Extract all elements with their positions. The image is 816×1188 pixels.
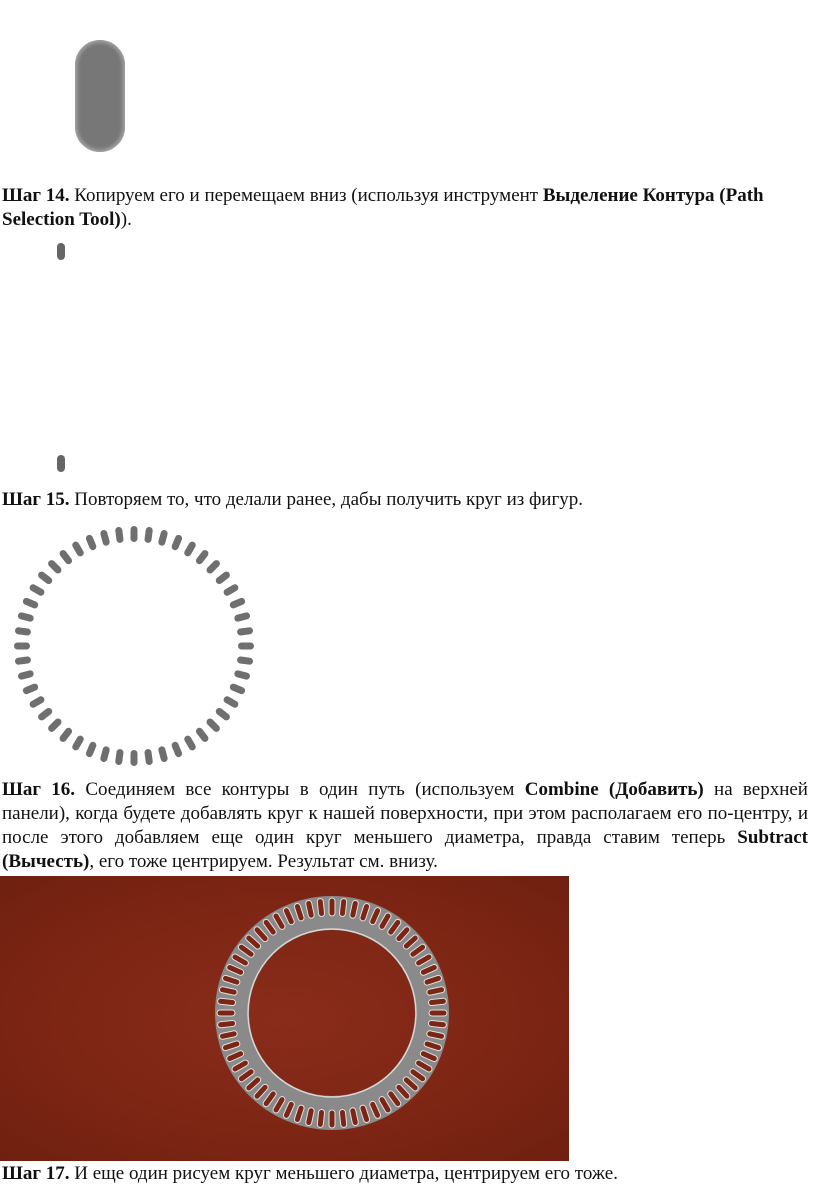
ring-notch [339,898,347,917]
ring-dash [237,627,254,636]
step-14-label: Шаг 14. [2,185,70,206]
ring-dash [71,540,85,557]
ring-dash [47,559,63,575]
ring-dash [85,741,98,758]
ring-dash [229,597,246,610]
ring-notch [217,1020,236,1028]
ring-dash [115,749,124,766]
ring-dash [214,570,231,585]
ring-dash [158,529,169,546]
ring-dash [71,734,85,751]
ring-notch [429,1010,447,1016]
ring-dash [22,597,39,610]
step-15-body: Повторяем то, что делали ранее, дабы получить круг из фигур. [69,489,584,510]
ring-dash [237,656,254,665]
ring-notch [217,998,236,1006]
pill-shape-large [75,40,125,152]
ring-dash [183,540,197,557]
step-15-label: Шаг 15. [2,489,70,510]
step-17-text [2,1162,808,1186]
ring-dash [115,527,124,544]
step-16-part3: , его тоже центрируем. Результат см. внизу. [89,851,438,872]
ring-dash [15,627,32,636]
step-16-part1: Соединяем все контуры в один путь (используем [75,779,525,800]
step-16-label: Шаг 16. [2,779,76,800]
ring-dash [37,707,54,722]
ring-dash [58,549,73,566]
ring-dash [214,707,231,722]
ring-dash [195,726,210,743]
ring-dash [144,527,153,544]
ring-dash [234,670,251,681]
result-image [0,876,569,1161]
ring-dash [222,695,239,709]
pill-shape-top [57,243,65,260]
ring-notch [317,898,325,917]
step-14-tool: Выделение Контура (Path Selection Tool) [2,185,764,230]
ring-dash [229,683,246,696]
ring-dash [205,559,221,575]
ring-dash [171,534,184,551]
ring-dash [183,734,197,751]
ring-dash [17,612,34,623]
step-16-bold-subtract: Subtract (Вычесть) [2,827,808,872]
ring-dash [28,583,45,597]
dash-ring [14,526,254,766]
step-15-text [2,488,808,512]
step-16-bold-combine: Combine (Добавить) [524,779,704,800]
ring-dash [158,746,169,763]
circle-of-shapes-figure [0,522,260,772]
step-17-label: Шаг 17. [2,1163,70,1184]
step-16-part2: на верхней панели), когда будете добавлять круг к нашей поверхности, при этом располагаем его по-центру, и после этого добавляем еще один круг меньшего диаметра, правда ставим теперь [2,779,808,848]
ring-dash [85,534,98,551]
ring-dash [28,695,45,709]
ring-notch [329,898,335,916]
ring-dash [144,749,153,766]
step-17-body: И еще один рисуем круг меньшего диаметра, центрируем его тоже. [69,1163,618,1184]
ring-dash [222,583,239,597]
ring-dash [15,656,32,665]
ring-dash [205,717,221,733]
ring-dash [37,570,54,585]
result-ring-figure [0,876,569,1161]
ring-dash [47,717,63,733]
ring-dash [171,741,184,758]
step-16-text [2,778,808,874]
ring-dash [131,526,138,542]
ring-notch [428,998,447,1006]
step-14-body: Копируем его и перемещаем вниз (используя инструмент [69,185,543,206]
ring-dash [100,746,111,763]
step-14-tail: ). [120,209,132,230]
pill-shape-bottom [57,455,65,472]
ring-dash [58,726,73,743]
ring-notch [339,1109,347,1128]
outer-ring [232,913,432,1113]
ring-dash [234,612,251,623]
ring-dash [100,529,111,546]
ring-dash [131,750,138,766]
ring-dash [238,643,254,650]
ring-dash [17,670,34,681]
ring-dash [22,683,39,696]
ring-notch [317,1109,325,1128]
ring-notch [217,1010,235,1016]
ring-dash [195,549,210,566]
step-14-text [2,184,808,232]
ring-notch [428,1020,447,1028]
ring-dash [14,643,30,650]
ring-notch [329,1110,335,1128]
